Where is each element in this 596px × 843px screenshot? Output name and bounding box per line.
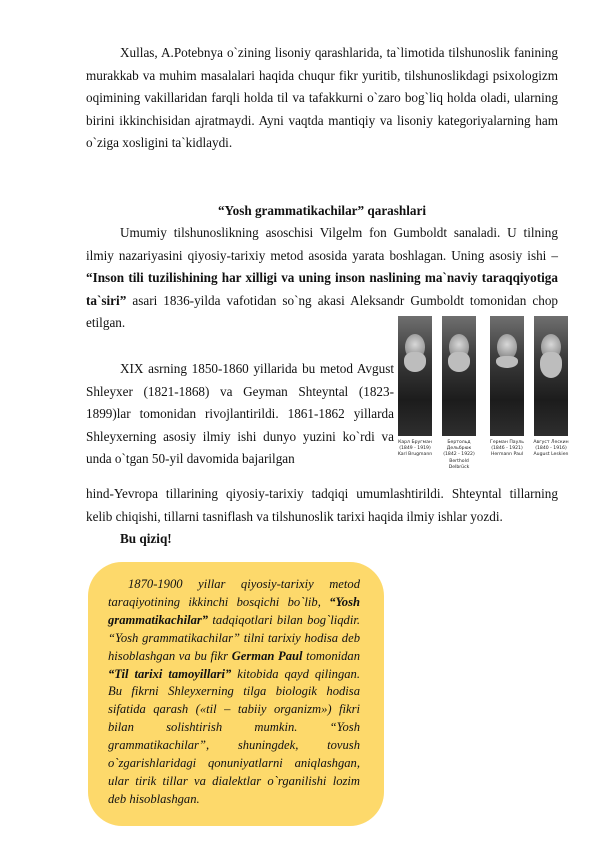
- paragraph-shleyxer-full: hind-Yevropa tillarining qiyosiy-tarixiy tadqiqi umumlashtirildi. Shteyntal tillarning kelib chiqishi, tillarni tasniflash va tilshunoslik tarixi haqida ilmiy ishlar yozdi.: [86, 486, 558, 524]
- gumboldt-rest: asari 1836-yilda vafotidan so`ng akasi Aleksandr Gumboldt tomonidan chop etilgan.: [86, 292, 559, 331]
- portrait-caption: Август Лескин (1840 - 1916) August Leskien: [533, 440, 569, 458]
- portrait-leskien: [534, 316, 568, 436]
- portrait-delbruck: [442, 316, 476, 436]
- portraits-figure: [398, 316, 568, 500]
- portrait-paul: [490, 316, 524, 436]
- portrait-caption: Бертольд Дельбрюк (1842 - 1922) Berthold Delbrück: [443, 440, 475, 470]
- gumboldt-intro: Umumiy tilshunoslikning asoschisi Vilgelm fon Gumboldt sanaladi. U tilning ilmiy nazariyasini qiyosiy-tarixiy metod asosida yarata boshlagan. Uning asosiy ishi –: [86, 225, 558, 263]
- portrait-brugmann: [398, 316, 432, 436]
- gumboldt-work-title: “Inson tili tuzilishining har xilligi va uning inson naslining ma`naviy taraqqiyotiga ta`siri”: [86, 270, 558, 308]
- paragraph-potebnya: Xullas, A.Potebnya o`zining lisoniy qarashlarida, ta`limotida tilshunoslik fanining murakkab va muhim masalalari haqida chuqur fikr yuritib, tilshunoslikdagi psixologizm oqimining vakillaridan farqli holda til va tafakkurni o`zaro bog`liq holda oladi, ularning birini ikkinchisidan ajratmaydi. Ayni vaqtda mantiqiy va lisoniy kategoriyalarning ham o`ziga xosligini ta`kidlaydi.: [86, 45, 558, 151]
- paragraph-shleyxer-wrapped: XIX asrning 1850-1860 yillarida bu metod Avgust Shleyxer (1821-1868) va Geyman Shteyntal (1823-1899)lar tomonidan rivojlantirildi. 1861-1862 yillarda Shleyxerning asosiy ilmiy ishi dunyo yuzini ko`rdi va unda o`tgan 50-yil davomida bajarilgan: [86, 361, 394, 467]
- portrait-caption: Карл Бругман (1849 - 1919) Karl Brugmann: [397, 440, 433, 458]
- portrait-caption: Герман Пауль (1846 - 1921) Hermann Paul: [490, 440, 524, 458]
- section-heading: “Yosh grammatikachilar” qarashlari: [217, 203, 427, 218]
- quiz-label: Bu qiziq!: [120, 531, 172, 546]
- callout-text: 1870-1900 yillar qiyosiy-tarixiy metod taraqiyotining ikkinchi bosqichi bo`lib, “Yosh grammatikachilar” tadqiqotlari bilan bog`liqdir. “Yosh grammatikachilar” tilni tarixiy hodisa deb hisoblashgan va bu fikr German Paul tomonidan “Til tarixi tamoyillari” kitobida qayd qilingan. Bu fikrni Shleyxerning tilga biologik hodisa sifatida qarash («til – tabiiy organizm») fikri bilan solishtirish mumkin. “Yosh grammatikachilar”, shuningdek, tovush o`zgarishlaridagi qonuniyatlarni aniqlashgan, ular tirik tillar va dialektlar o`rganilishi lozim deb hisoblashgan.: [108, 577, 361, 806]
